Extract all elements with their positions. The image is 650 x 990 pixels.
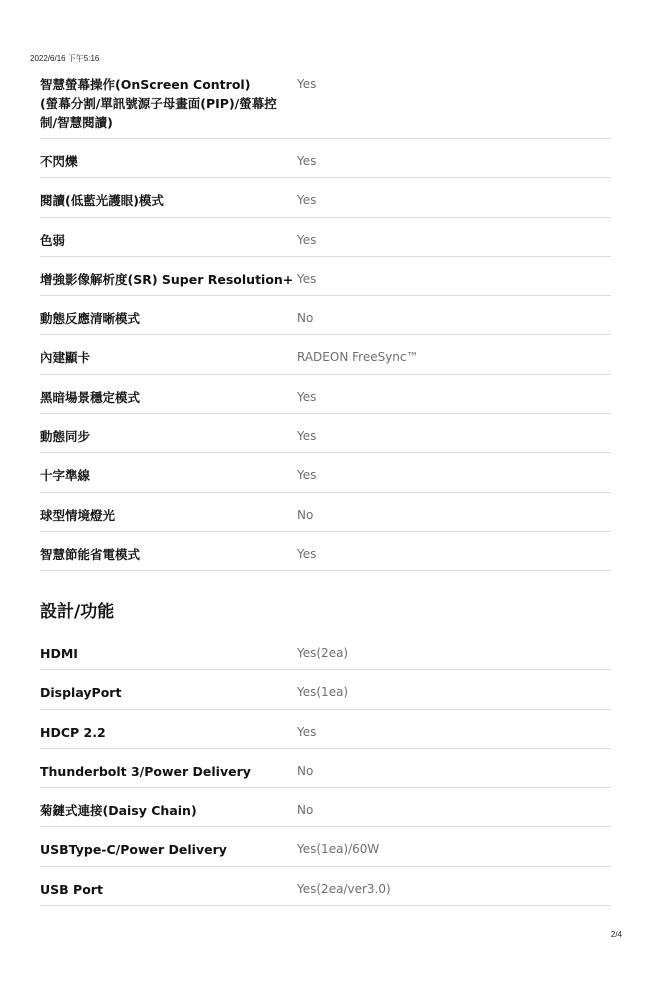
spec-label: 色弱 <box>40 232 66 248</box>
spec-row <box>40 453 611 492</box>
spec-row <box>40 257 611 296</box>
spec-row <box>40 631 611 670</box>
spec-row <box>40 375 611 414</box>
spec-row <box>40 493 611 532</box>
spec-value: Yes <box>297 193 317 208</box>
spec-row <box>40 670 611 709</box>
spec-value: Yes <box>297 389 317 404</box>
spec-value: Yes(1ea)/60W <box>297 842 380 857</box>
spec-row <box>40 532 611 571</box>
spec-value: No <box>297 763 314 778</box>
spec-row <box>40 296 611 335</box>
spec-label-line-1: 智慧螢幕操作(OnScreen Control) <box>40 77 251 92</box>
spec-label: USBType-C/Power Delivery <box>40 842 227 858</box>
spec-label-line-3: 制/智慧閱讀) <box>40 115 113 130</box>
spec-row <box>40 335 611 374</box>
spec-value: Yes <box>297 468 317 483</box>
spec-value: Yes <box>297 77 317 91</box>
spec-value: Yes <box>297 271 317 286</box>
page-number: 2/4 <box>610 930 622 939</box>
spec-label: USB Port <box>40 881 103 897</box>
spec-label: 球型情境燈光 <box>40 507 116 523</box>
spec-label: Thunderbolt 3/Power Delivery <box>40 763 251 779</box>
spec-value: No <box>297 507 314 522</box>
spec-value: RADEON FreeSync™ <box>297 350 419 365</box>
spec-value: No <box>297 803 314 818</box>
spec-row <box>40 788 611 827</box>
spec-label: 智慧節能省電模式 <box>40 546 141 562</box>
spec-value: Yes <box>297 724 317 739</box>
spec-value: Yes(2ea) <box>297 646 349 660</box>
print-timestamp: 2022/6/16 下午5:16 <box>30 54 100 63</box>
spec-label: HDCP 2.2 <box>40 724 106 740</box>
spec-label: 閱讀(低藍光護眼)模式 <box>40 193 164 209</box>
spec-row <box>40 827 611 866</box>
spec-label: 十字準線 <box>40 468 91 484</box>
spec-label: 動態同步 <box>40 429 91 445</box>
spec-value: Yes <box>297 154 317 168</box>
spec-row <box>40 178 611 217</box>
spec-label: 不閃爍 <box>40 154 78 169</box>
spec-label: 內建顯卡 <box>40 350 91 366</box>
spec-value: Yes(1ea) <box>297 685 349 700</box>
spec-label: 增強影像解析度(SR) Super Resolution+ <box>40 271 294 287</box>
spec-row <box>40 218 611 257</box>
spec-value: Yes <box>297 232 317 247</box>
spec-label: 菊鏈式連接(Daisy Chain) <box>40 803 197 819</box>
spec-row <box>40 867 611 906</box>
spec-label: 動態反應清晰模式 <box>40 311 141 327</box>
section-title: 設計/功能 <box>40 602 115 622</box>
spec-label: 黑暗場景穩定模式 <box>40 389 141 405</box>
spec-row <box>40 710 611 749</box>
spec-value: Yes <box>297 546 317 561</box>
spec-label: DisplayPort <box>40 685 122 701</box>
spec-row <box>40 139 611 178</box>
spec-value: Yes(2ea/ver3.0) <box>297 881 391 896</box>
spec-row <box>40 414 611 453</box>
spec-row <box>40 73 611 139</box>
spec-label-line-2: (螢幕分割/單訊號源子母畫面(PIP)/螢幕控 <box>40 96 277 111</box>
spec-value: No <box>297 311 314 326</box>
spec-label <box>40 75 297 132</box>
spec-row <box>40 749 611 788</box>
spec-table-features <box>40 73 611 571</box>
spec-label: HDMI <box>40 646 78 661</box>
spec-value: Yes <box>297 429 317 444</box>
spec-table-design <box>40 631 611 906</box>
